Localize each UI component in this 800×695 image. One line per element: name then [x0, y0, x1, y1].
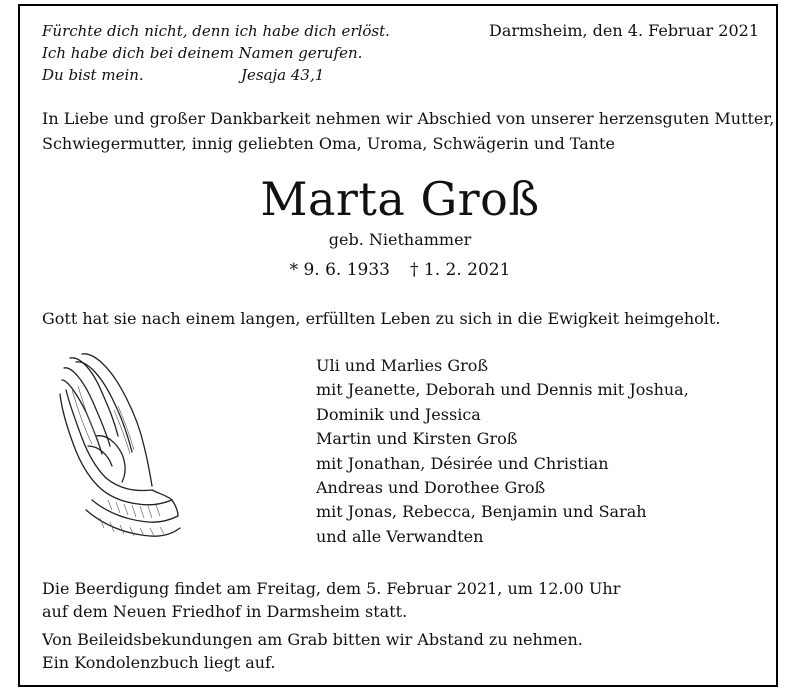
family-line: Uli und Marlies Groß: [316, 356, 489, 375]
closing-line-3: Von Beileidsbekundungen am Grab bitten wir Abstand zu nehmen.: [42, 630, 583, 649]
family-line: Andreas und Dorothee Groß: [316, 478, 546, 498]
family-line: mit Jonas, Rebecca, Benjamin und Sarah: [316, 502, 647, 522]
death-date: † 1. 2. 2021: [410, 260, 511, 280]
family-line: mit Jeanette, Deborah und Dennis mit Joshua,: [316, 380, 689, 400]
praying-hands-icon: [52, 350, 182, 540]
intro-line-2: Schwiegermutter, innig geliebten Oma, Uroma, Schwägerin und Tante: [42, 134, 615, 153]
family-line: und alle Verwandten: [316, 526, 484, 546]
family-line: Dominik und Jessica: [316, 404, 481, 424]
family-line: mit Jonathan, Désirée und Christian: [316, 453, 609, 473]
life-dates: [0, 260, 800, 280]
verse-line-2: Ich habe dich bei deinem Namen gerufen.: [42, 44, 363, 62]
intro-line-1: In Liebe und großer Dankbarkeit nehmen wir Abschied von unserer herzensguten Mutter,: [42, 109, 775, 128]
family-line: Martin und Kirsten Groß: [316, 429, 518, 449]
family-list: [316, 354, 689, 549]
verse-reference: Jesaja 43,1: [241, 66, 325, 84]
deceased-name: Marta Groß: [260, 172, 540, 226]
born-name: geb. Niethammer: [328, 230, 472, 249]
birth-date: * 9. 6. 1933: [289, 260, 390, 280]
closing-line-4: Ein Kondolenzbuch liegt auf.: [42, 653, 276, 672]
statement: Gott hat sie nach einem langen, erfüllten Leben zu sich in die Ewigkeit heimgeholt.: [42, 309, 721, 328]
verse-line-1: Fürchte dich nicht, denn ich habe dich erlöst.: [42, 22, 390, 40]
closing-line-1: Die Beerdigung findet am Freitag, dem 5. Februar 2021, um 12.00 Uhr: [42, 579, 621, 598]
closing-line-2: auf dem Neuen Friedhof in Darmsheim statt.: [42, 602, 408, 621]
verse-line-3: Du bist mein.: [42, 66, 144, 84]
place-date: Darmsheim, den 4. Februar 2021: [489, 21, 759, 40]
